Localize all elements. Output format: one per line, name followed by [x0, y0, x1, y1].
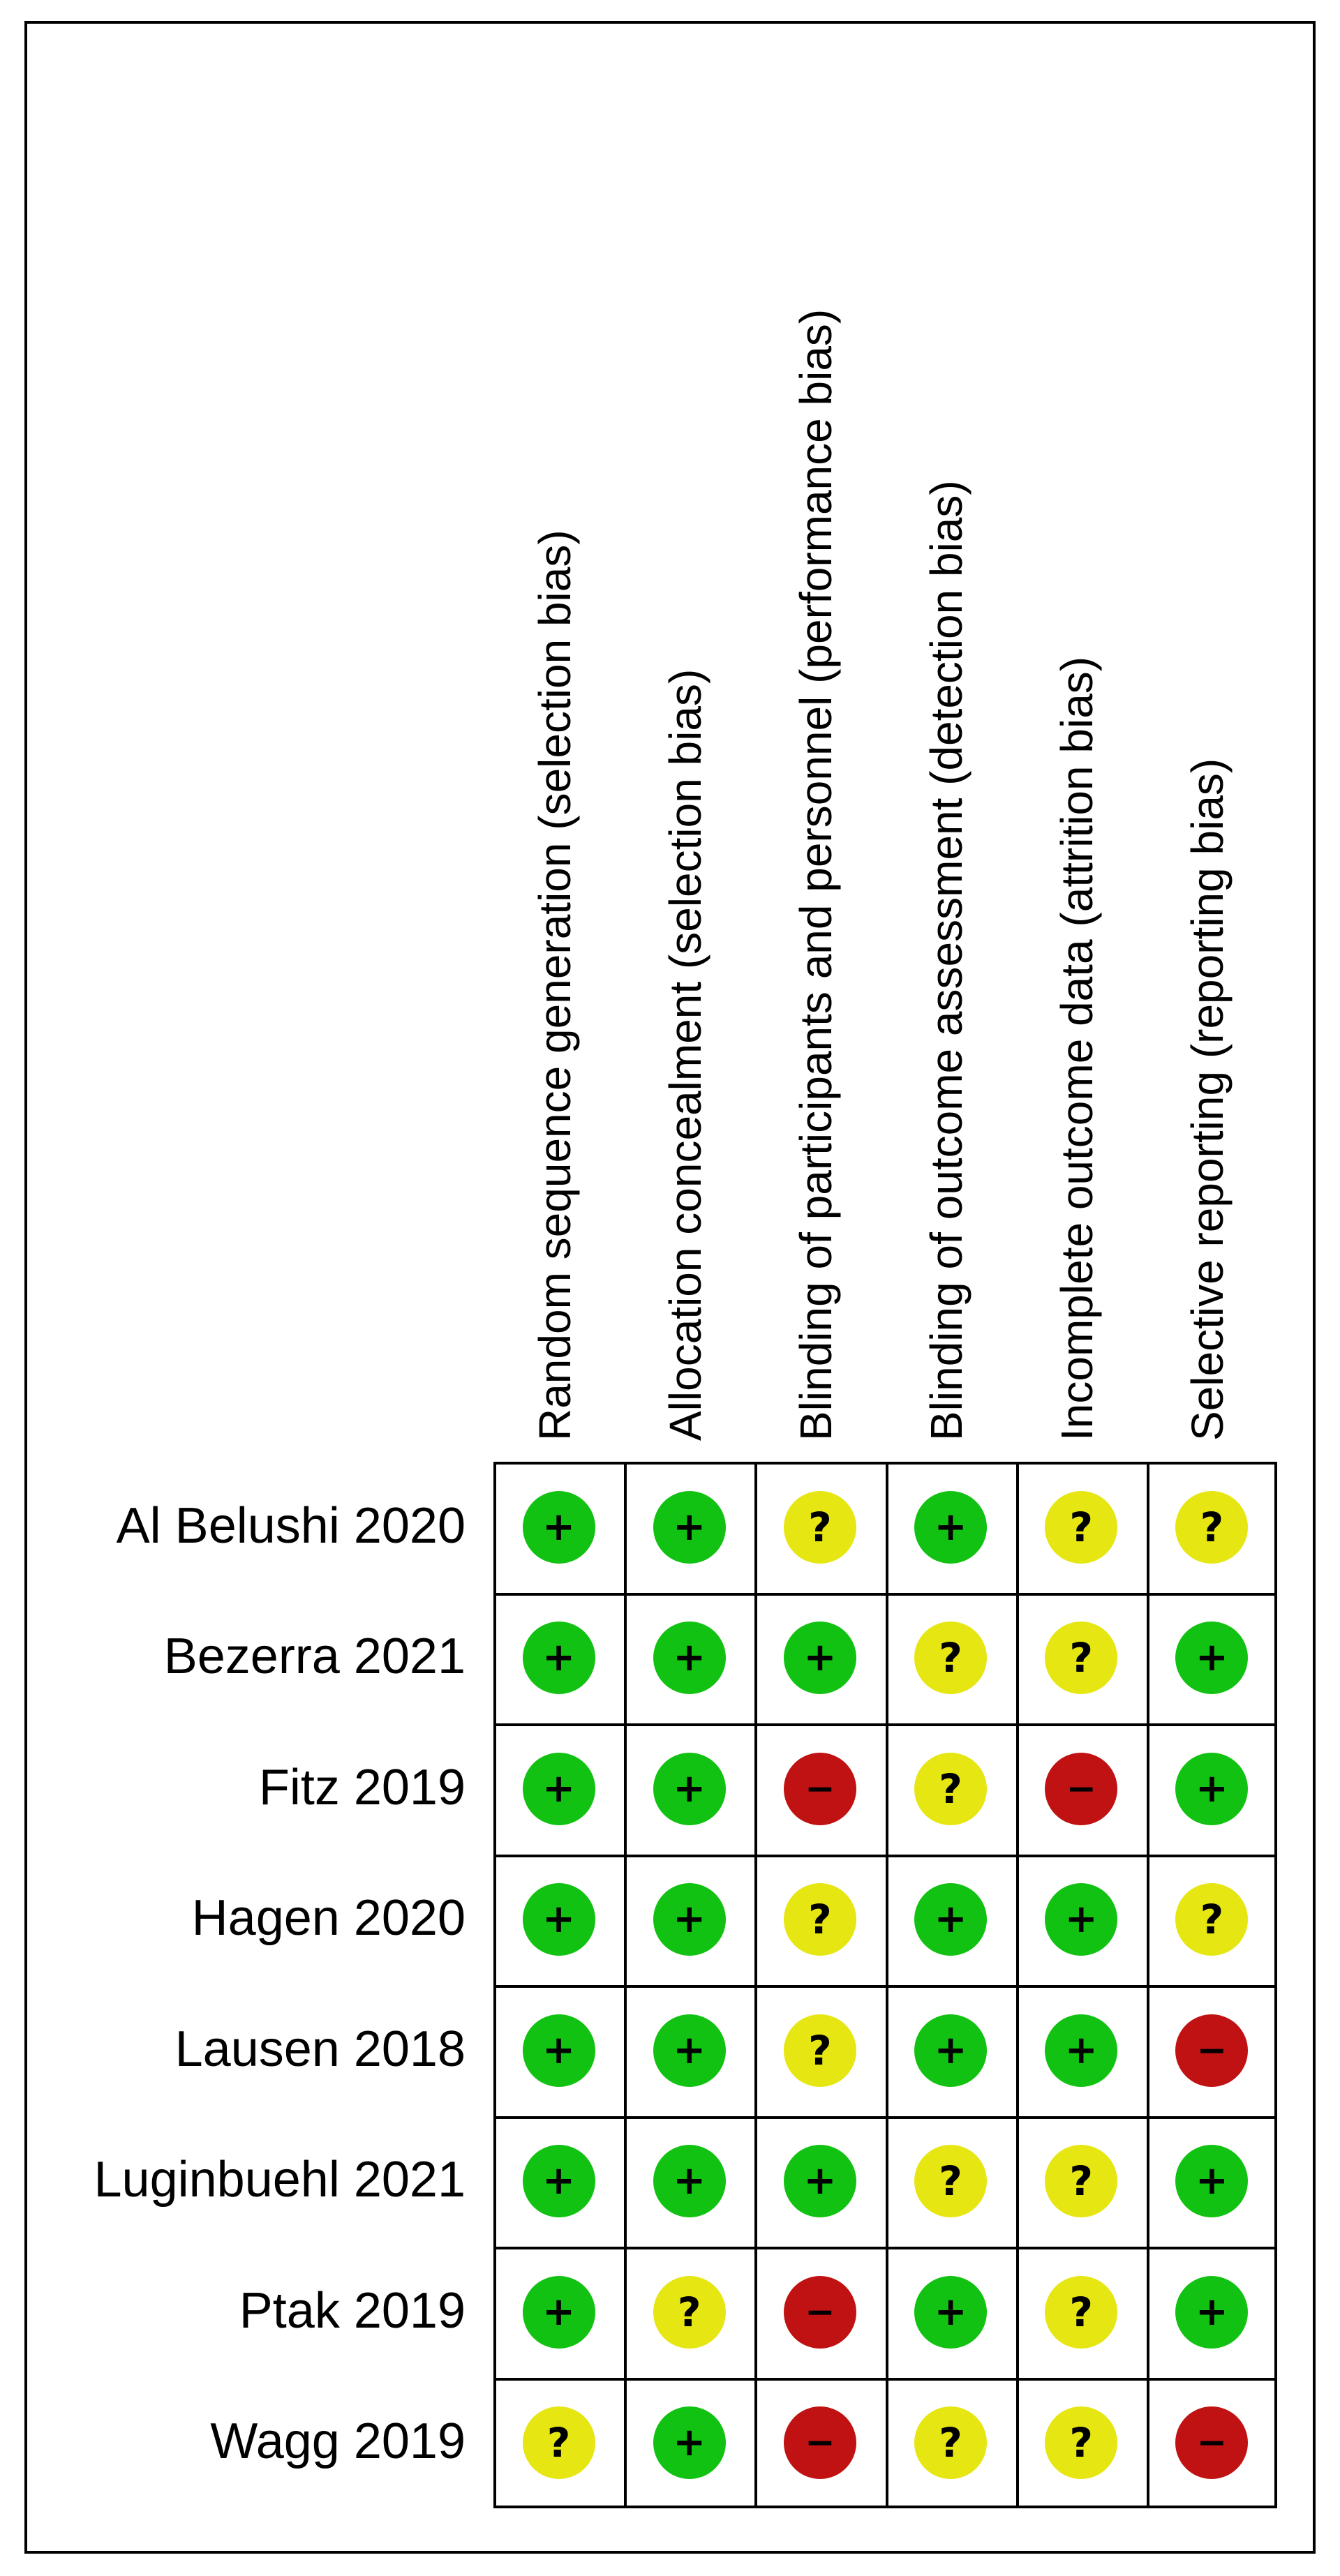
risk-unclear-icon: [1175, 1491, 1248, 1564]
risk-low-icon: [784, 2145, 856, 2217]
column-header: Incomplete outcome data (attrition bias): [1052, 656, 1103, 1441]
column-header: Blinding of outcome assessment (detection bias): [921, 480, 972, 1441]
column-header: Random sequence generation (selection bias): [529, 530, 580, 1441]
risk-unclear-icon: [784, 1883, 856, 1956]
risk-low-icon: [1175, 1753, 1248, 1825]
risk-low-icon: [523, 2276, 595, 2349]
risk-unclear-icon: [914, 2406, 987, 2479]
risk-symbol: ?: [1200, 1896, 1224, 1944]
risk-symbol: ?: [808, 2026, 832, 2074]
risk-symbol: +: [934, 1896, 967, 1942]
risk-symbol: ?: [1069, 1503, 1094, 1551]
risk-unclear-icon: [1045, 2276, 1117, 2349]
column-header: Blinding of participants and personnel (performance bias): [790, 308, 841, 1441]
risk-symbol: +: [1195, 1635, 1228, 1681]
risk-high-icon: [784, 1753, 856, 1825]
risk-low-icon: [914, 1883, 987, 1956]
grid-horizontal-line: [496, 2116, 1274, 2119]
risk-symbol: +: [803, 1635, 837, 1681]
risk-symbol: +: [673, 1765, 706, 1811]
grid-horizontal-line: [496, 2247, 1274, 2249]
risk-symbol: +: [934, 2289, 967, 2335]
risk-symbol: +: [1195, 2289, 1228, 2335]
risk-unclear-icon: [784, 2014, 856, 2087]
risk-low-icon: [1175, 2276, 1248, 2349]
risk-symbol: ?: [939, 2157, 962, 2206]
risk-unclear-icon: [914, 1753, 987, 1825]
risk-low-icon: [914, 2276, 987, 2349]
risk-low-icon: [653, 1753, 726, 1825]
risk-unclear-icon: [1045, 2145, 1117, 2217]
risk-symbol: ?: [1069, 2288, 1094, 2336]
study-label: Ptak 2019: [239, 2282, 466, 2339]
risk-low-icon: [523, 1753, 595, 1825]
risk-symbol: +: [934, 1504, 967, 1550]
risk-symbol: +: [1195, 1765, 1228, 1811]
risk-unclear-icon: [1045, 1622, 1117, 1694]
risk-high-icon: [784, 2276, 856, 2349]
risk-high-icon: [1045, 1753, 1117, 1825]
risk-symbol: −: [805, 2291, 835, 2333]
risk-low-icon: [523, 1622, 595, 1694]
risk-low-icon: [653, 2145, 726, 2217]
study-label: Wagg 2019: [210, 2413, 466, 2470]
risk-symbol: +: [542, 1765, 576, 1811]
risk-symbol: ?: [939, 1634, 962, 1682]
study-label: Fitz 2019: [258, 1759, 466, 1815]
column-header: Allocation concealment (selection bias): [660, 668, 710, 1441]
study-label: Luginbuehl 2021: [94, 2152, 466, 2208]
risk-symbol: +: [542, 1504, 576, 1550]
risk-unclear-icon: [914, 1622, 987, 1694]
grid-horizontal-line: [496, 1985, 1274, 1988]
risk-symbol: +: [542, 2289, 576, 2335]
risk-unclear-icon: [653, 2276, 726, 2349]
risk-low-icon: [914, 2014, 987, 2087]
risk-unclear-icon: [1045, 1491, 1117, 1564]
study-label: Al Belushi 2020: [116, 1497, 466, 1554]
risk-symbol: −: [805, 2422, 835, 2464]
risk-symbol: −: [1196, 2422, 1228, 2464]
risk-symbol: ?: [1069, 2157, 1094, 2206]
risk-symbol: ?: [1200, 1503, 1224, 1551]
risk-symbol: +: [673, 1896, 706, 1942]
risk-symbol: +: [673, 2158, 706, 2204]
risk-symbol: ?: [546, 2419, 571, 2467]
risk-symbol: −: [1196, 2029, 1228, 2072]
risk-symbol: ?: [939, 2419, 962, 2467]
risk-low-icon: [523, 2145, 595, 2217]
risk-symbol: ?: [939, 1765, 962, 1813]
risk-symbol: +: [1064, 2027, 1098, 2073]
risk-unclear-icon: [523, 2406, 595, 2479]
risk-unclear-icon: [1045, 2406, 1117, 2479]
risk-low-icon: [653, 1622, 726, 1694]
study-label: Hagen 2020: [191, 1890, 466, 1947]
risk-unclear-icon: [784, 1491, 856, 1564]
study-label: Bezerra 2021: [163, 1628, 466, 1685]
risk-low-icon: [1045, 1883, 1117, 1956]
risk-symbol: ?: [808, 1503, 832, 1551]
risk-symbol: ?: [1069, 1634, 1094, 1682]
risk-low-icon: [653, 1491, 726, 1564]
risk-low-icon: [653, 1883, 726, 1956]
risk-high-icon: [1175, 2014, 1248, 2087]
risk-high-icon: [1175, 2406, 1248, 2479]
risk-symbol: ?: [808, 1896, 832, 1944]
risk-high-icon: [784, 2406, 856, 2479]
risk-symbol: +: [542, 2158, 576, 2204]
risk-low-icon: [1175, 2145, 1248, 2217]
risk-symbol: ?: [677, 2288, 701, 2336]
risk-low-icon: [653, 2014, 726, 2087]
risk-low-icon: [1175, 1622, 1248, 1694]
risk-symbol: ?: [1069, 2419, 1094, 2467]
risk-low-icon: [1045, 2014, 1117, 2087]
risk-of-bias-grid: [493, 1462, 1277, 2508]
risk-symbol: +: [803, 2158, 837, 2204]
risk-low-icon: [523, 1883, 595, 1956]
risk-symbol: +: [673, 1504, 706, 1550]
risk-symbol: −: [1066, 1767, 1097, 1810]
risk-symbol: +: [673, 2027, 706, 2073]
risk-symbol: −: [805, 1767, 835, 1810]
risk-low-icon: [523, 1491, 595, 1564]
risk-symbol: +: [1064, 1896, 1098, 1942]
risk-low-icon: [914, 1491, 987, 1564]
column-header: Selective reporting (reporting bias): [1182, 758, 1233, 1441]
risk-symbol: +: [542, 1635, 576, 1681]
risk-low-icon: [523, 2014, 595, 2087]
grid-horizontal-line: [496, 1593, 1274, 1596]
risk-low-icon: [784, 1622, 856, 1694]
grid-horizontal-line: [496, 2378, 1274, 2381]
risk-low-icon: [653, 2406, 726, 2479]
risk-symbol: +: [542, 1896, 576, 1942]
risk-symbol: +: [673, 1635, 706, 1681]
risk-symbol: +: [1195, 2158, 1228, 2204]
risk-unclear-icon: [914, 2145, 987, 2217]
grid-horizontal-line: [496, 1855, 1274, 1857]
study-label: Lausen 2018: [174, 2021, 466, 2077]
risk-symbol: +: [673, 2420, 706, 2466]
risk-symbol: +: [542, 2027, 576, 2073]
risk-unclear-icon: [1175, 1883, 1248, 1956]
risk-symbol: +: [934, 2027, 967, 2073]
grid-horizontal-line: [496, 1723, 1274, 1726]
